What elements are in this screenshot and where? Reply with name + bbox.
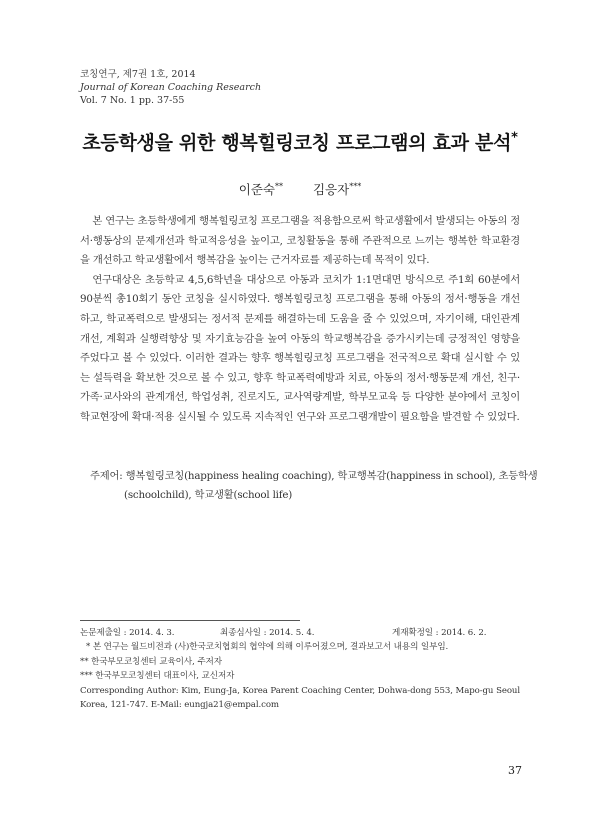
keywords-label: 주제어: [90,470,123,482]
author-mark: *** [349,181,362,191]
abstract [80,212,520,428]
accepted-date: 게재확정일 : 2014. 6. 2. [392,628,487,638]
author-affiliation-note: ** 한국부모코칭센터 교육이사, 주저자 [80,656,222,667]
journal-name: Journal of Korean Coaching Research [80,82,262,93]
author-list [0,180,600,198]
journal-issue: 코칭연구, 제7권 1호, 2014 [80,69,196,80]
received-date: 논문제출일 : 2014. 4. 3. [80,628,175,638]
author-mark: ** [275,181,284,191]
page-number: 37 [508,764,522,777]
title-footnote-mark: * [511,130,518,146]
abstract-paragraph: 본 연구는 초등학생에게 행복힐링코칭 프로그램을 적용함으로써 학교생활에서 발생되는 아동의 정서·행동상의 문제개선과 학교적응성을 높이고, 코칭활동을 통해 주관적으로 느끼는 행복한 학교환경을 개선하고 학교생활에서 행복감을 높이는 근거자료를 제공하는데 목적이 있다. [80,215,520,267]
author-affiliation-note: *** 한국부모코칭센터 대표이사, 교신저자 [80,671,235,682]
journal-volume: Vol. 7 No. 1 pp. 37-55 [80,95,185,106]
funding-note: * 본 연구는 월드비전과 (사)한국코치협회의 협약에 의해 이루어졌으며, 결과보고서 내용의 일부임. [86,642,449,653]
author-name: 김응자 [312,182,350,197]
reviewed-date: 최종심사일 : 2014. 5. 4. [220,628,315,638]
keywords [90,467,554,505]
footnote-divider [80,620,300,621]
keywords-text: 행복힐링코칭(happiness healing coaching), 학교행복감(happiness in school), 초등학생(schoolchild), 학교생활(school life) [124,470,538,501]
submission-dates [80,626,520,640]
journal-header [80,68,261,107]
author-name: 이준숙 [238,182,276,197]
abstract-paragraph: 연구대상은 초등학교 4,5,6학년을 대상으로 아동과 코치가 1:1면대면 방식으로 주1회 60분에서 90분씩 총10회기 동안 코칭을 실시하였다. 행복힐링코칭 프로그램을 통해 아동의 정서·행동을 개선하고, 학교폭력으로 발생되는 정서적 문제를 해결하는데 도움을 줄 수 있었으며, 자기이해, 대인관계개선, 계획과 실행력향상 및 자기효능감을 높여 아동의 학교행복감을 증가시키는데 긍정적인 영향을 주었다고 볼 수 있었다. 이러한 결과는 향후 행복힐링코칭 프로그램을 전국적으로 확대 실시할 수 있는 설득력을 확보한 것으로 볼 수 있고, 향후 학교폭력예방과 치료, 아동의 정서·행동문제 개선, 친구·가족·교사와의 관계개선, 학업성취, 진로지도, 교사역량계발, 학부모교육 등 다양한 분야에서 코칭이 학교현장에 확대·적용 실시될 수 있도록 지속적인 연구와 프로그램개발이 필요함을 발견할 수 있었다. [80,273,520,423]
footnotes [80,626,520,712]
paper-title-text: 초등학생을 위한 행복힐링코칭 프로그램의 효과 분석 [82,132,512,154]
paper-title [0,128,600,155]
corresponding-author: Corresponding Author: Kim, Eung-Ja, Korea Parent Coaching Center, Dohwa-dong 553, Mapo-gu Seoul Korea, 121-747. E-Mail: eungja21@empal.com [80,685,520,711]
